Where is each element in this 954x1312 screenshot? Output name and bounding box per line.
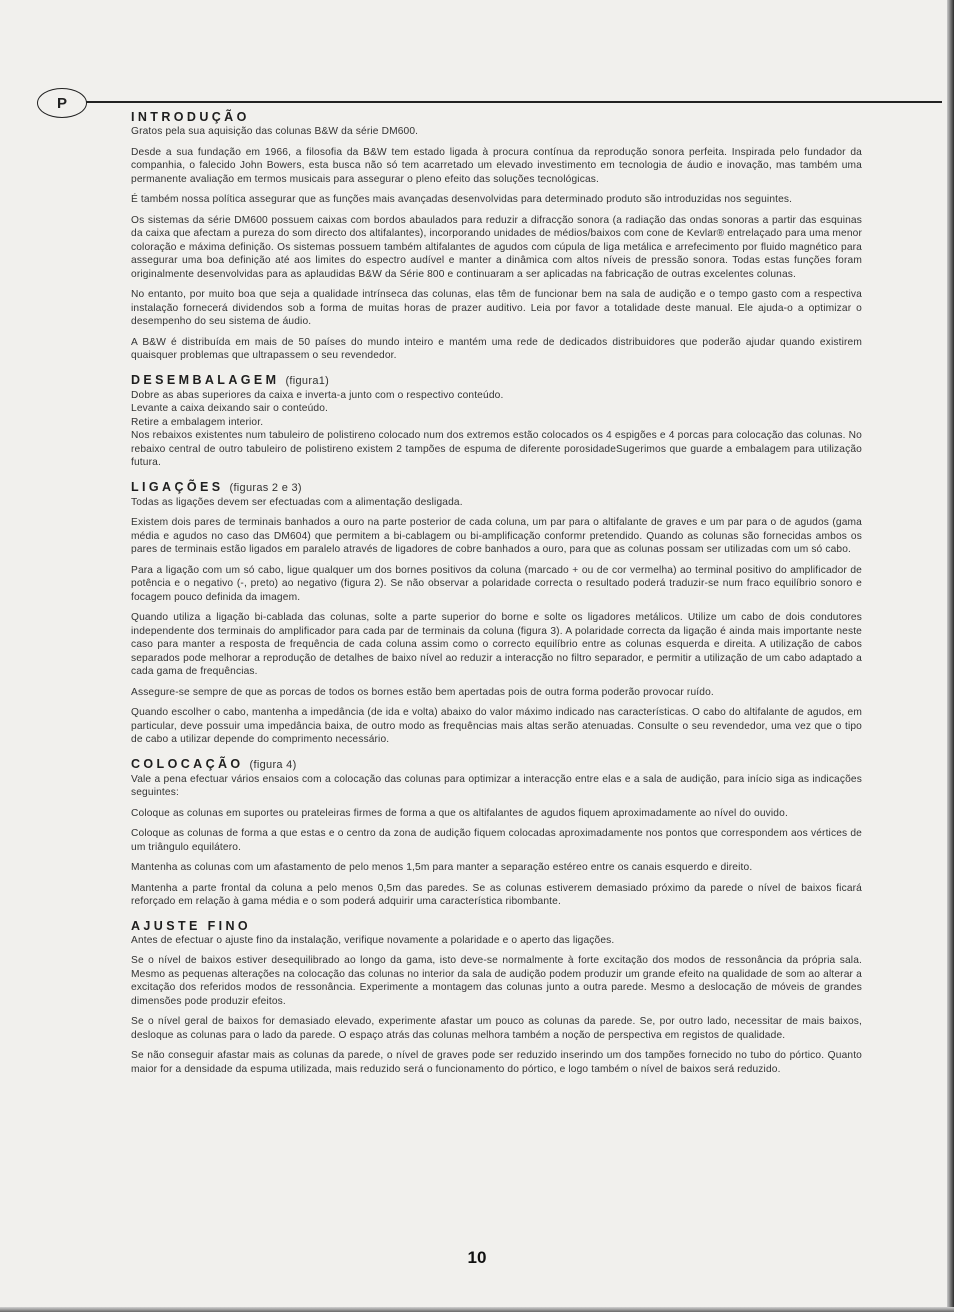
manual-content	[131, 109, 862, 1085]
figure-reference: (figuras 2 e 3)	[229, 481, 302, 494]
paragraph: Mantenha a parte frontal da coluna a pelo menos 0,5m das paredes. Se as colunas estiverem demasiado próximo da parede o nível de baixos ficará reforçado em relação à gama média e o som poderá adquirir uma característica ribombante.	[131, 882, 862, 907]
paragraph: A B&W é distribuída em mais de 50 países do mundo inteiro e mantém uma rede de dedicados distribuidores que poderão ajudar quando existirem quaisquer problemas que ultrapassem o seu revendedor.	[131, 336, 862, 361]
scan-edge-bottom	[0, 1307, 954, 1312]
paragraph: É também nossa política assegurar que as funções mais avançadas desenvolvidas para determinado produto são introduzidas nos seguintes.	[131, 194, 793, 205]
instruction-line: Dobre as abas superiores da caixa e inverta-a junto com o respectivo conteúdo.	[131, 389, 504, 401]
section-unpacking	[131, 372, 862, 470]
paragraph: Existem dois pares de terminais banhados a ouro na parte posterior de cada coluna, um par para o altifalante de graves e um par para o de agudos (gama média e agudos no caso das DM604) que permitem a bi-cablagem ou bi-amplificação conformr pretendido. Quando as colunas são fornecidas ambos os pares de terminais estão ligados em paralelo através de ligadores de cobre banhados a ouro, para que as colunas possam ser utilizadas com um só cabo.	[131, 517, 862, 555]
section-introduction	[131, 109, 862, 363]
paragraph: Se o nível geral de baixos for demasiado elevado, experimente afastar um pouco as colunas da parede. Se, por outro lado, necessitar de mais baixos, desloque as colunas para o lado da parede. O espaço atrás das colunas melhora também a noção de perspectiva em registos de qualidade.	[131, 1016, 862, 1041]
section-title-text: COLOCAÇÃO	[131, 756, 244, 771]
instruction-line: Levante a caixa deixando sair o conteúdo.	[131, 403, 329, 414]
section-title-connections	[131, 479, 862, 496]
figure-reference: (figura1)	[285, 374, 330, 387]
header-rule	[86, 101, 942, 103]
language-badge: P	[37, 88, 87, 118]
section-title-text: INTRODUÇÃO	[131, 110, 250, 124]
section-title-text: DESEMBALAGEM	[131, 372, 280, 387]
paragraph: Assegure-se sempre de que as porcas de todos os bornes estão bem apertadas pois de outra forma poderão provocar ruído.	[131, 686, 714, 698]
section-title-text: AJUSTE FINO	[131, 918, 252, 933]
section-title-placement	[131, 756, 862, 773]
section-title-introduction	[131, 109, 862, 125]
section-title-text: LIGAÇÕES	[131, 479, 224, 494]
paragraph: Quando utiliza a ligação bi-cablada das colunas, solte a parte superior do borne e solte os ligadores metálicos. Utilize um cabo de dois condutores independente dos terminais do amplificador para cada par de terminais da coluna (figura 3). A polaridade correcta da ligação é ainda mais importante neste caso para manter a resposta de frequência de cada coluna assim como o correcto equilíbrio entre as colunas esquerda e direita. A utilização de cabos separados pode melhorar a reprodução de detalhes de baixo nível ao reduzir a interacção no filtro separador, e permitir a utilização de um cabo adaptado a cada gama de frequências.	[131, 612, 862, 677]
paragraph: Desde a sua fundação em 1966, a filosofia da B&W tem estado ligada à procura contínua da reprodução sonora perfeita. Inspirada pelo fundador da companhia, o falecido John Bowers, esta busca não só tem acarretado um elevado investimento em tecnologia de áudio e inovação, mas também uma permanente avaliação em termos musicais para assegurar o pleno efeito das soluções tecnológicas.	[131, 146, 862, 185]
paragraph: Vale a pena efectuar vários ensaios com a colocação das colunas para optimizar a interacção entre elas e a sala de audição, para início siga as indicações seguintes:	[131, 773, 862, 798]
paragraph: Coloque as colunas em suportes ou prateleiras firmes de forma a que os altifalantes de agudos fiquem aproximadamente ao nível do ouvido.	[131, 807, 788, 819]
section-title-unpacking	[131, 372, 862, 389]
paragraph: Quando escolher o cabo, mantenha a impedância (de ida e volta) abaixo do valor máximo indicado nas características. O cabo do altifalante de agudos, em particular, deve possuir uma impedância baixa, de outro modo as frequências mais altas serão atenuadas. Consulte o seu revendedor, uma vez que o tipo de cabo a utilizar depende do comprimento necessário.	[131, 707, 862, 745]
paragraph: No entanto, por muito boa que seja a qualidade intrínseca das colunas, elas têm de funcionar bem na sala de audição e o tempo gasto com a respectiva instalação fornecerá dividendos sob a forma de muitas horas de prazer auditivo. Leia por favor a totalidade deste manual. Ele ajuda-o a optimizar o desempenho do seu sistema de áudio.	[131, 289, 862, 327]
paragraph: Para a ligação com um só cabo, ligue qualquer um dos bornes positivos da coluna (marcado + ou de cor vermelha) ao terminal positivo do amplificador de potência e o negativo (-, preto) ao negativo (figura 2). Se não observar a polaridade correcta o resultado poderá traduzir-se num fraco equilíbrio sonoro e focagem pouco definida da imagem.	[131, 564, 862, 603]
paragraph: Gratos pela sua aquisição das colunas B&W da série DM600.	[131, 126, 419, 137]
paragraph: Todas as ligações devem ser efectuadas com a alimentação desligada.	[131, 496, 463, 508]
section-placement	[131, 756, 862, 909]
paragraph: Coloque as colunas de forma a que estas e o centro da zona de audição fiquem colocadas aproximadamente nos pontos que correspondem aos vértices de um triângulo equilátero.	[131, 828, 862, 853]
paragraph: Se o nível de baixos estiver desequilibrado ao longo da gama, isto deve-se normalmente à forte excitação dos modos de ressonância da própria sala. Mesmo as pequenas alterações na colocação das colunas no interior da sala de audição podem produzir um grande efeito na qualidade de som ao alterar a excitação dos referidos modos de ressonância. Experimente a montagem das colunas junto a outra parede. Mesmo a deslocação de móveis de grandes dimensões pode produzir efeitos.	[131, 955, 862, 1007]
paragraph: Antes de efectuar o ajuste fino da instalação, verifique novamente a polaridade e o aperto das ligações.	[131, 934, 615, 946]
paragraph: Nos rebaixos existentes num tabuleiro de polistireno colocado num dos extremos estão colocados os 4 espigões e 4 porcas para colocação das colunas. No rebaixo central de outro tabuleiro de polistireno existem 2 tampões de espuma de diferente porosidadeSugerimos que guarde a embalagem para utilização futura.	[131, 430, 862, 468]
figure-reference: (figura 4)	[249, 758, 297, 771]
page-number: 10	[467, 1248, 487, 1267]
paragraph: Mantenha as colunas com um afastamento de pelo menos 1,5m para manter a separação estéreo entre os canais esquerdo e direito.	[131, 862, 753, 873]
section-fine-tuning	[131, 918, 862, 1077]
section-title-fine-tuning	[131, 918, 862, 934]
section-connections	[131, 479, 862, 747]
paragraph: Os sistemas da série DM600 possuem caixas com bordos abaulados para reduzir a difracção sonora (a radiação das ondas sonoras a partir das esquinas da caixa que afectam a pureza do som directo dos altifalantes), incorporando unidades de médios/baixos com cone de Kevlar® entrelaçado para uma menor coloração e máxima definição. Os sistemas possuem também altifalantes de agudos com cúpula de liga metálica e arrefecimento por fluido magnético para assegurar uma boa definição até aos limites do espectro audível e manter a dinâmica com altos níveis de pressão sonora. Todas estas funções foram originalmente desenvolvidas para as aplaudidas B&W da Série 800 e continuaram a ser aplicadas na fabricação de outras excelentes colunas.	[131, 214, 862, 280]
scan-edge-right	[947, 0, 954, 1312]
instruction-line: Retire a embalagem interior.	[131, 416, 264, 428]
paragraph: Se não conseguir afastar mais as colunas da parede, o nível de graves pode ser reduzido inserindo um dos tampões fornecido no tubo do pórtico. Quanto maior for a densidade da espuma utilizada, mais reduzido será o funcionamento do pórtico, e logo também o nível de baixos será reduzido.	[131, 1050, 862, 1075]
